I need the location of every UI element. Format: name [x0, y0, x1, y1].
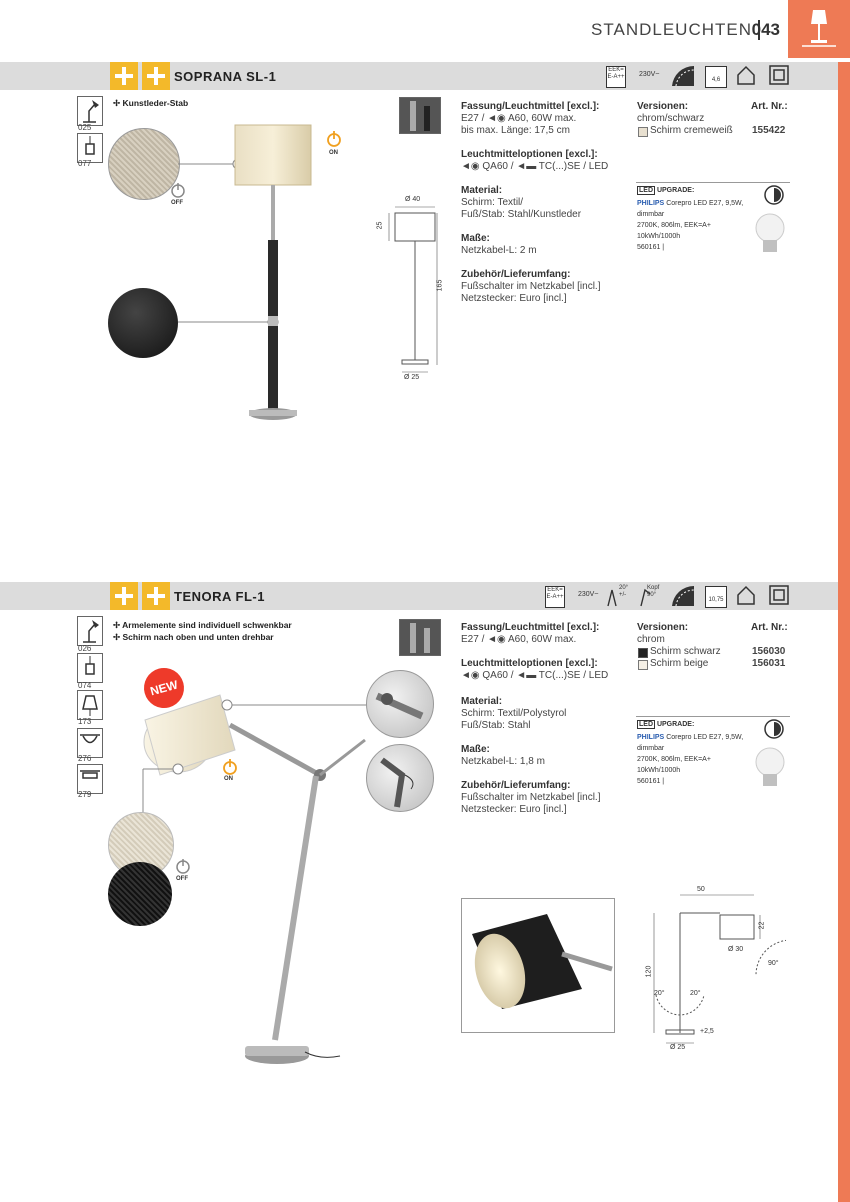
- dim-base: Ø 25: [670, 1044, 686, 1051]
- spec-value: Fuß/Stab: Stahl: [461, 720, 531, 731]
- off-label: OFF: [176, 876, 188, 882]
- spec-value: ◄◉ QA60 / ◄▬ TC(...)SE / LED: [461, 670, 609, 681]
- finish-text: chrom/schwarz: [637, 113, 705, 124]
- lamp-variant-thumb[interactable]: [77, 690, 103, 720]
- dim-offset: +2,5: [700, 1028, 714, 1035]
- divider: [636, 716, 790, 717]
- variant-number: 077: [78, 159, 92, 168]
- spec-value: Netzstecker: Euro [incl.]: [461, 804, 567, 815]
- spec-value: ◄◉ QA60 / ◄▬ TC(...)SE / LED: [461, 161, 609, 172]
- new-badge-text: NEW: [148, 677, 180, 699]
- weight-value: 4,6: [711, 77, 721, 83]
- spec-label: Zubehör/Lieferumfang:: [461, 780, 571, 791]
- feature-text: ✢ Schirm nach oben und unten drehbar: [113, 632, 274, 642]
- led-bulb-icon: [752, 212, 788, 256]
- version-name: Schirm cremeweiß: [650, 125, 733, 136]
- dim-height: 165: [436, 279, 444, 292]
- lamp-variant-thumb[interactable]: [77, 653, 103, 683]
- spec-label: Leuchtmitteloptionen [excl.]:: [461, 149, 598, 160]
- variant-number: 074: [78, 681, 92, 690]
- dim-base: Ø 25: [404, 374, 420, 381]
- divider: [636, 182, 790, 183]
- spec-label: Fassung/Leuchtmittel [excl.]:: [461, 101, 600, 112]
- led-bulb-icon: [752, 746, 788, 790]
- plus-icon: [110, 582, 138, 610]
- spec-label: Material:: [461, 696, 503, 707]
- pendant-lamp-icon: [78, 654, 102, 682]
- weight-value: 10,75: [708, 597, 724, 603]
- spec-value: Schirm: Textil/Polystyrol: [461, 708, 567, 719]
- spec-value: bis max. Länge: 17,5 cm: [461, 125, 570, 136]
- callout-lines: [135, 695, 375, 825]
- upgrade-title: LED UPGRADE:: [639, 721, 695, 728]
- detail-zoom-cable: [366, 744, 434, 812]
- dimmable-icon: [763, 718, 785, 740]
- protection-class-icon: [768, 64, 790, 86]
- artnr-label: Art. Nr.:: [751, 101, 788, 112]
- plus-icon: [110, 62, 138, 90]
- weight-icon: [705, 66, 727, 88]
- shade-photo: [461, 898, 615, 1033]
- spec-value: E27 / ◄◉ A60, 60W max.: [461, 113, 577, 124]
- finish-text: chrom: [637, 634, 665, 645]
- variant-number: 025: [78, 123, 92, 132]
- version-name: Schirm schwarz: [650, 646, 721, 657]
- on-label: ON: [224, 776, 233, 782]
- dim-angle: 20°: [654, 990, 665, 997]
- color-swatch: [638, 648, 648, 658]
- voltage-label: 230V~: [639, 71, 660, 78]
- version-name: Schirm beige: [650, 658, 709, 669]
- energy-class-icon: EEK= E-A++: [606, 66, 626, 88]
- variant-number: 276: [78, 754, 92, 763]
- lamp-variant-thumb[interactable]: [77, 616, 103, 646]
- dim-height: 120: [645, 965, 653, 978]
- dim-dia: Ø 30: [728, 946, 744, 953]
- article-number[interactable]: 155422: [752, 125, 786, 136]
- versions-label: Versionen:: [637, 101, 689, 112]
- power-off-icon: [175, 858, 191, 874]
- table-lamp-icon: [78, 691, 102, 719]
- versions-label: Versionen:: [637, 622, 689, 633]
- fabric-swatch-black: [108, 862, 172, 926]
- dim-shade: 22: [758, 921, 766, 930]
- floor-lamp-icon: [788, 0, 850, 58]
- voltage-label: 230V~: [578, 591, 599, 598]
- leather-swatch-black: [108, 288, 178, 358]
- spec-value: Netzstecker: Euro [incl.]: [461, 293, 567, 304]
- off-label: OFF: [171, 200, 183, 206]
- desk-lamp-icon: [78, 617, 102, 645]
- soprana-lamp-image: [225, 120, 325, 430]
- side-strip: [838, 62, 850, 1202]
- pendant-lamp-icon: [78, 134, 102, 162]
- variant-number: 173: [78, 717, 92, 726]
- dim-width: 50: [697, 886, 705, 893]
- page-category: STANDLEUCHTEN: [591, 20, 752, 39]
- beam-pattern-icon: [670, 64, 696, 88]
- indoor-house-icon: [735, 64, 757, 86]
- tilt-icon: [605, 586, 619, 608]
- feature-text: ✢ Armelemente sind individuell schwenkbar: [113, 620, 292, 630]
- category-tab: [788, 0, 850, 58]
- spec-value: E27 / ◄◉ A60, 60W max.: [461, 634, 577, 645]
- upgrade-title: LED UPGRADE:: [639, 187, 695, 194]
- variant-number: 026: [78, 644, 92, 653]
- energy-class-icon: EEK= E-A++: [545, 586, 565, 608]
- article-number[interactable]: 156031: [752, 658, 786, 669]
- detail-photo: [399, 619, 441, 656]
- dim-angle: 20°: [690, 990, 701, 997]
- spec-label: Fassung/Leuchtmittel [excl.]:: [461, 622, 600, 633]
- tilt-label: 20° +/-: [619, 585, 629, 598]
- ceiling-lamp-icon: [78, 729, 102, 757]
- artnr-label: Art. Nr.:: [751, 622, 788, 633]
- lamp-variant-thumb[interactable]: [77, 96, 103, 126]
- weight-icon: [705, 586, 727, 608]
- spec-label: Zubehör/Lieferumfang:: [461, 269, 571, 280]
- desk-lamp-icon: [78, 97, 102, 125]
- spec-label: Maße:: [461, 744, 490, 755]
- spec-label: Leuchtmitteloptionen [excl.]:: [461, 658, 598, 669]
- power-on-icon: [222, 758, 238, 776]
- article-number[interactable]: 156030: [752, 646, 786, 657]
- spec-value: Netzkabel-L: 1,8 m: [461, 756, 545, 767]
- plus-icon: [142, 62, 170, 90]
- indoor-house-icon: [735, 584, 757, 606]
- product-title: SOPRANA SL-1: [174, 69, 277, 84]
- spec-value: Netzkabel-L: 2 m: [461, 245, 537, 256]
- power-on-icon: [326, 130, 342, 148]
- variant-number: 279: [78, 790, 92, 799]
- spec-value: Fuß/Stab: Stahl/Kunstleder: [461, 209, 582, 220]
- protection-class-icon: [768, 584, 790, 606]
- spec-value: Fußschalter im Netzkabel [incl.]: [461, 281, 601, 292]
- spec-value: Schirm: Textil/: [461, 197, 524, 208]
- dimmable-icon: [763, 184, 785, 206]
- spec-value: Fußschalter im Netzkabel [incl.]: [461, 792, 601, 803]
- detail-zoom-joint: [366, 670, 434, 738]
- power-off-icon: [170, 182, 186, 198]
- beam-pattern-icon: [670, 584, 696, 608]
- feature-text: ✢ Kunstleder-Stab: [113, 98, 189, 108]
- product-title: TENORA FL-1: [174, 589, 265, 604]
- dim-angle: 90°: [768, 960, 779, 967]
- color-swatch: [638, 660, 648, 670]
- detail-photo: [399, 97, 441, 134]
- dim-shade: 25: [376, 221, 384, 230]
- wall-lamp-icon: [78, 765, 102, 793]
- upgrade-text: PHILIPS Corepro LED E27, 9,5W, dimmbar 2700K, 806lm, EEK=A+ 10kWh/1000h 560161 |: [637, 734, 744, 785]
- color-swatch: [638, 127, 648, 137]
- page-number: 043: [751, 20, 780, 39]
- dim-top: Ø 40: [405, 196, 421, 203]
- plus-icon: [142, 582, 170, 610]
- spec-label: Maße:: [461, 233, 490, 244]
- head-label: Kopf 90°: [647, 585, 660, 598]
- spec-label: Material:: [461, 185, 503, 196]
- upgrade-text: PHILIPS Corepro LED E27, 9,5W, dimmbar 2700K, 806lm, EEK=A+ 10kWh/1000h 560161 |: [637, 200, 744, 251]
- on-label: ON: [329, 150, 338, 156]
